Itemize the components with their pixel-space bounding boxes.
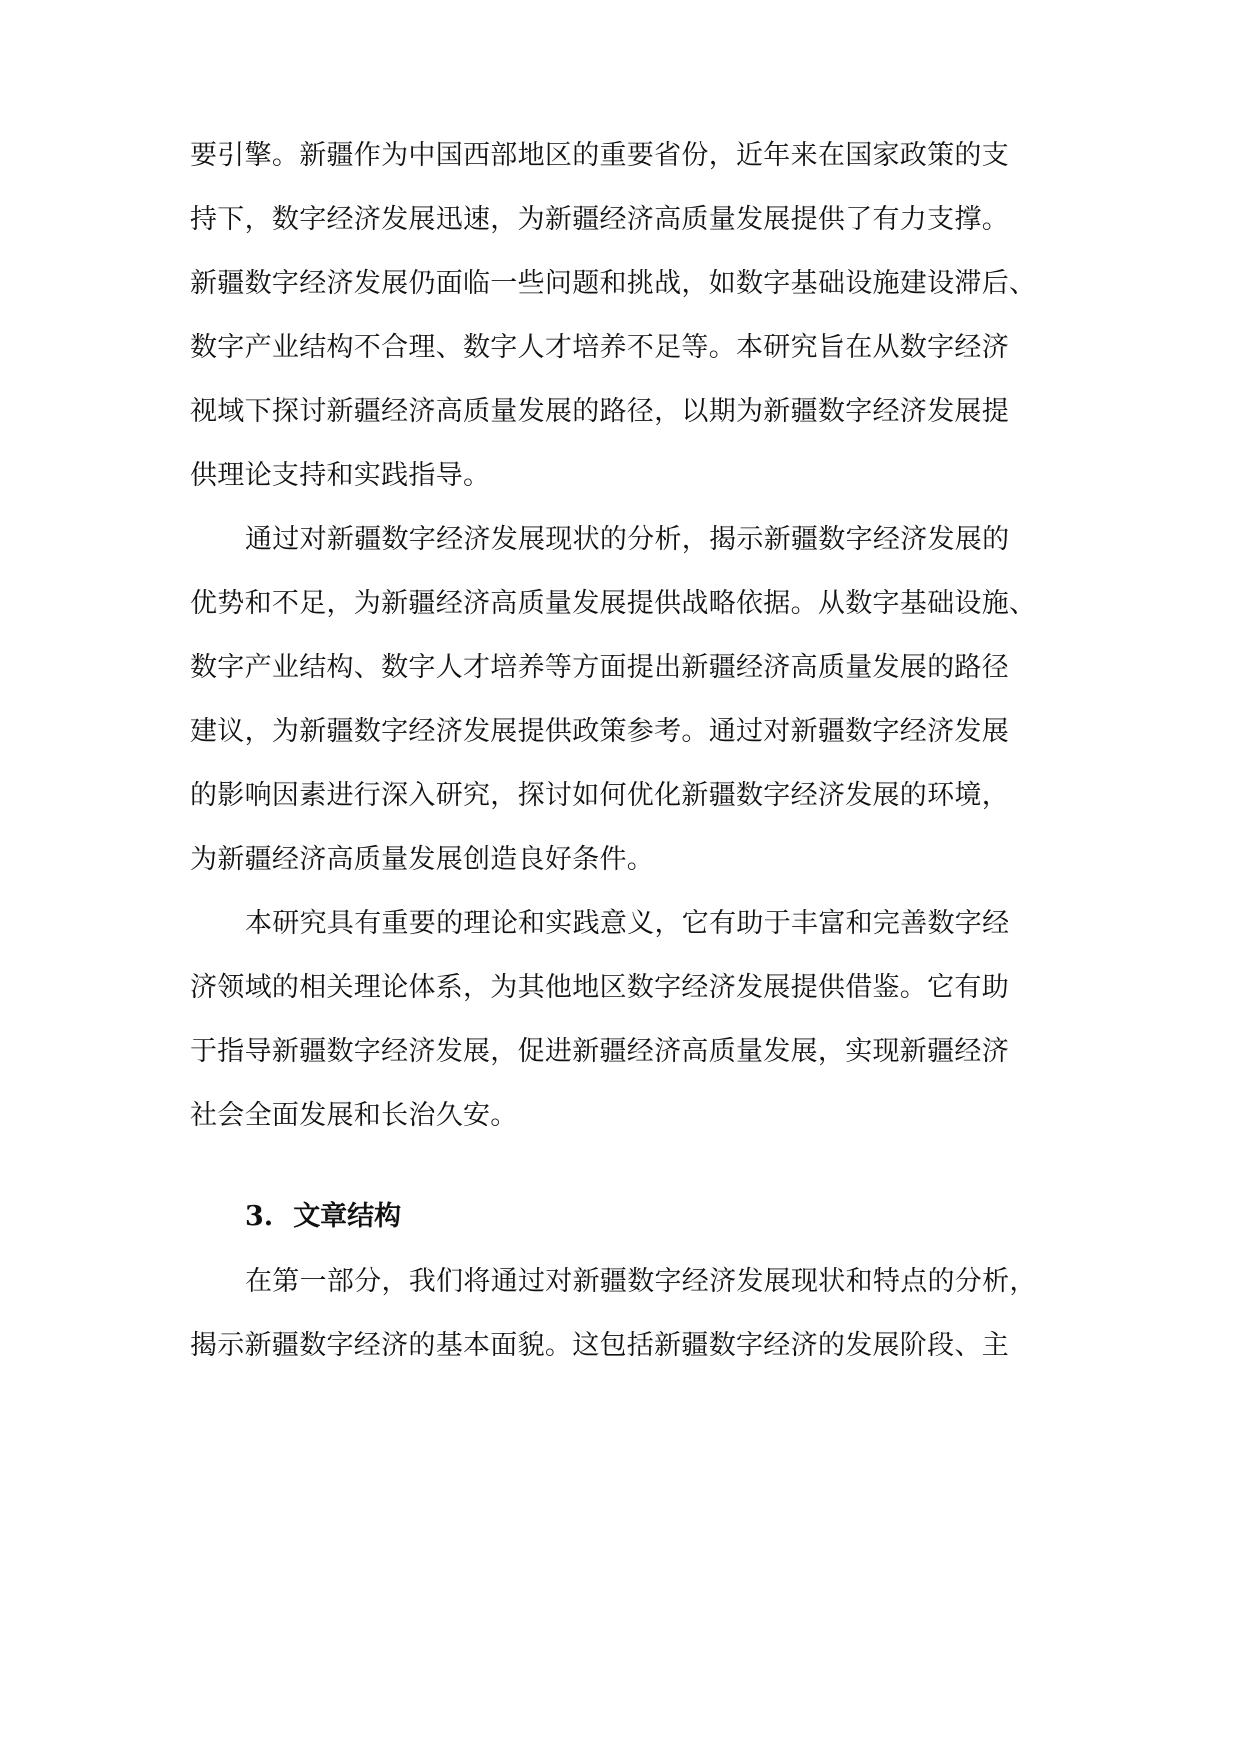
body-text-line: 的影响因素进行深入研究，探讨如何优化新疆数字经济发展的环境， <box>190 780 1009 811</box>
body-text-line: 数字产业结构不合理、数字人才培养不足等。本研究旨在从数字经济 <box>190 332 1009 363</box>
body-text-line: 要引擎。新疆作为中国西部地区的重要省份，近年来在国家政策的支 <box>190 140 1009 171</box>
body-text-line: 济领域的相关理论体系，为其他地区数字经济发展提供借鉴。它有助 <box>190 972 1009 1003</box>
section-heading <box>245 1201 401 1233</box>
body-text-line: 持下，数字经济发展迅速，为新疆经济高质量发展提供了有力支撑。 <box>190 204 1009 235</box>
body-text-line: 建议，为新疆数字经济发展提供政策参考。通过对新疆数字经济发展 <box>190 716 1009 747</box>
body-text-line: 新疆数字经济发展仍面临一些问题和挑战，如数字基础设施建设滞后、 <box>190 268 1037 299</box>
section-heading-title: 文章结构 <box>293 1201 402 1232</box>
body-text-line: 为新疆经济高质量发展创造良好条件。 <box>190 844 655 875</box>
paragraph-first-line: 在第一部分，我们将通过对新疆数字经济发展现状和特点的分析， <box>245 1266 1037 1297</box>
section-heading-number: 3. <box>245 1201 274 1232</box>
body-text-line: 揭示新疆数字经济的基本面貌。这包括新疆数字经济的发展阶段、主 <box>190 1330 1009 1361</box>
paragraph-first-line: 通过对新疆数字经济发展现状的分析，揭示新疆数字经济发展的 <box>245 524 1010 555</box>
body-text-line: 供理论支持和实践指导。 <box>190 460 491 491</box>
body-text-line: 视域下探讨新疆经济高质量发展的路径，以期为新疆数字经济发展提 <box>190 396 1009 427</box>
body-text-line: 社会全面发展和长治久安。 <box>190 1100 518 1131</box>
body-text-line: 数字产业结构、数字人才培养等方面提出新疆经济高质量发展的路径 <box>190 652 1009 683</box>
body-text-line: 于指导新疆数字经济发展，促进新疆经济高质量发展，实现新疆经济 <box>190 1036 1009 1067</box>
paragraph-first-line: 本研究具有重要的理论和实践意义，它有助于丰富和完善数字经 <box>245 908 1010 939</box>
body-text-line: 优势和不足，为新疆经济高质量发展提供战略依据。从数字基础设施、 <box>190 588 1037 619</box>
